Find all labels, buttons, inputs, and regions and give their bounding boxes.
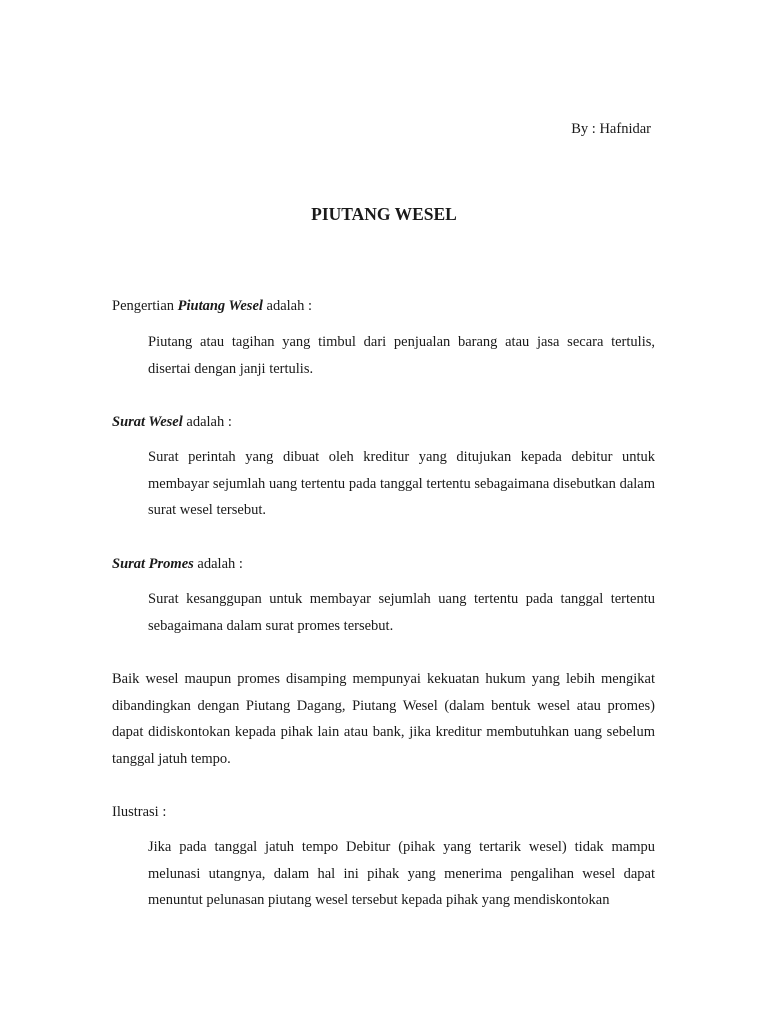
label-prefix: Pengertian bbox=[112, 298, 178, 314]
term-surat-wesel: Surat Wesel bbox=[112, 414, 183, 430]
illustration-label: Ilustrasi : bbox=[112, 804, 167, 820]
definition-text-surat-promes: Surat kesanggupan untuk membayar sejumlah uang tertentu pada tanggal tertentu sebagaimana dalam surat promes tersebut. bbox=[148, 591, 655, 634]
definition-label-surat-wesel bbox=[112, 412, 232, 432]
label-suffix: adalah : bbox=[182, 414, 232, 430]
definition-text-surat-wesel: Surat perintah yang dibuat oleh kreditur yang ditujukan kepada debitur untuk membayar sejumlah uang tertentu pada tanggal tertentu sebagaimana disebutkan dalam surat wesel tersebut. bbox=[148, 449, 655, 518]
body-paragraph: Baik wesel maupun promes disamping mempunyai kekuatan hukum yang lebih mengikat dibandingkan dengan Piutang Dagang, Piutang Wesel (dalam bentuk wesel atau promes) dapat didiskontokan kepada pihak lain atau bank, jika kreditur membutuhkan uang sebelum tanggal jatuh tempo. bbox=[112, 671, 655, 767]
illustration-text: Jika pada tanggal jatuh tempo Debitur (pihak yang tertarik wesel) tidak mampu melunasi utangnya, dalam hal ini pihak yang menerima pengalihan wesel dapat menuntut pelunasan piutang wesel tersebut kepada pihak yang mendiskontokan bbox=[148, 839, 655, 908]
definition-text-piutang-wesel: Piutang atau tagihan yang timbul dari penjualan barang atau jasa secara tertulis, disertai dengan janji tertulis. bbox=[148, 334, 655, 377]
definition-label-surat-promes bbox=[112, 554, 243, 574]
author-line: By : Hafnidar bbox=[571, 121, 651, 137]
label-suffix: adalah : bbox=[193, 556, 243, 572]
page-title: PIUTANG WESEL bbox=[311, 204, 457, 224]
term-surat-promes: Surat Promes bbox=[112, 556, 194, 572]
label-suffix: adalah : bbox=[262, 298, 313, 314]
definition-label-piutang-wesel bbox=[112, 296, 312, 316]
term-piutang-wesel: Piutang Wesel bbox=[177, 298, 263, 314]
